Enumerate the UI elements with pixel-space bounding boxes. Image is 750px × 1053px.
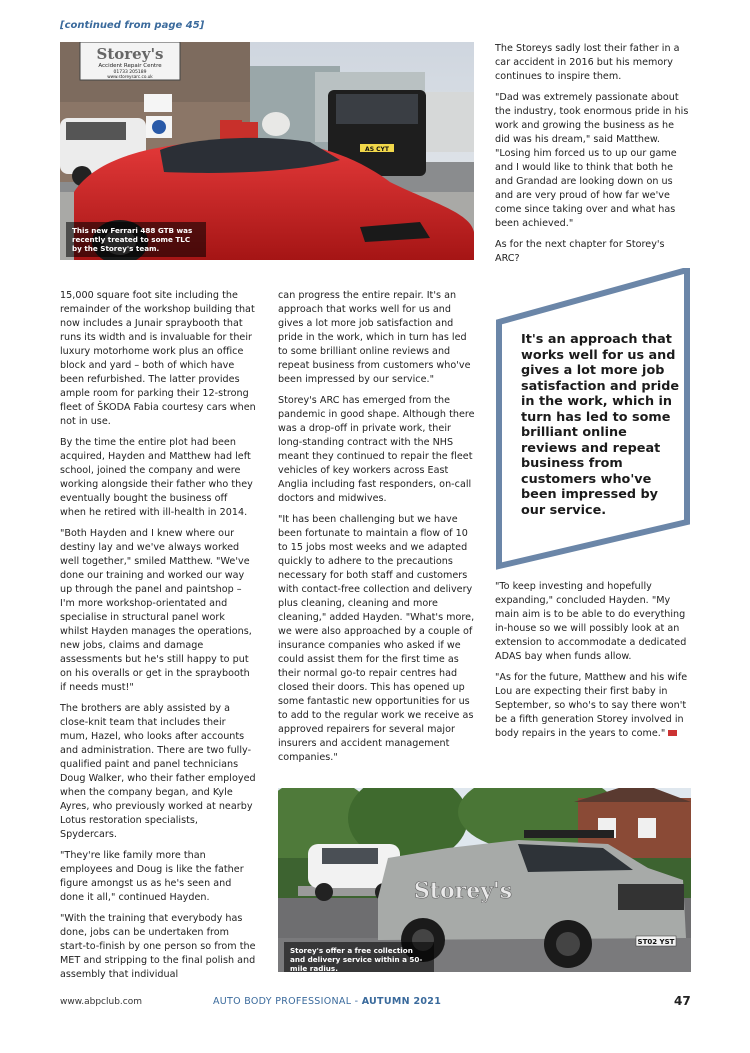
sign-phone: 01733 205189 (113, 70, 147, 75)
paragraph: As for the next chapter for Storey's ARC? (495, 239, 665, 264)
footer-magazine (213, 996, 441, 1007)
paragraph: "Dad was extremely passionate about the industry, took enormous pride in his work and growing the business as he did was his dream," said Matthew. "Losing him forced us to up our game and I would like to think that both he and Grandad are looking down on us and are very proud of how far we've come since taking over and what has been achieved." (495, 92, 689, 229)
pickup-photo (278, 788, 691, 972)
paragraph: can progress the entire repair. It's an approach that works well for us and gives a lot more job satisfaction and pride in the work, which in turn has led to some brilliant online reviews and repeat business from customers who've been impressed by our service." (278, 290, 471, 385)
pull-quote: It's an approach that works well for us and gives a lot more job satisfaction and pride in the work, which in turn has led to some brilliant online reviews and repeat business from customers who've been impressed by our service. (521, 332, 680, 518)
column-1 (60, 289, 256, 989)
footer-mag-name: AUTO BODY PROFESSIONAL - (213, 996, 362, 1007)
paragraph-text: "As for the future, Matthew and his wife Lou are expecting their first baby in September, so who's to say there won't be a fifth generation Storey involved in body repairs in the years to come." (495, 672, 688, 739)
column-3-bottom (495, 580, 693, 748)
column-3-top (495, 42, 691, 273)
paragraph: "They're like family more than employees and Doug is like the father figure amongst us as he's seen and done it all," continued Hayden. (60, 850, 244, 903)
sign-title: Storey's (96, 45, 164, 63)
end-mark-icon (668, 730, 677, 736)
paragraph: Storey's ARC has emerged from the pandemic in good shape. Although there was a drop-off in private work, their long-standing contract with the NHS meant they continued to repair the fleet vehicles of key workers across East Anglia including fast responders, on-call doctors and midwives. (278, 395, 475, 504)
paragraph: By the time the entire plot had been acquired, Hayden and Matthew had left school, joined the company and were working alongside their father who they eventually bought the business off when he retired with ill-health in 2014. (60, 437, 253, 518)
page-number: 47 (674, 994, 691, 1008)
paragraph: The brothers are ably assisted by a close-knit team that includes their mum, Hazel, who looks after accounts and administration. There are two fully-qualified paint and panel technicians Doug Walker, who their father employed when the company began, and Kyle Ayres, who previously worked at nearby Lotus restoration specialists, Spydercars. (60, 703, 256, 840)
footer-website: www.abpclub.com (60, 997, 143, 1007)
paragraph: "It has been challenging but we have been fortunate to maintain a flow of 10 to 15 jobs most weeks and we adapted quickly to adhere to the precautions necessary for both staff and customers with contact-free collection and delivery plus cleaning, cleaning and more cleaning," added Hayden. "What's more, we were also approached by a couple of insurance companies who asked if we could assist them for the first time as their normal go-to repair centres had closed their doors. This has opened up some fantastic new opportunities for us to add to the regular work we receive as approved repairers for several major insurers and accident management companies." (278, 514, 475, 763)
paragraph: "With the training that everybody has done, jobs can be undertaken from start-to-finish by one person so from the MET and stripping to the final polish and assembly that individual (60, 913, 256, 980)
van-plate: AS CYT (365, 146, 389, 153)
column-2 (278, 289, 476, 772)
paragraph: "To keep investing and hopefully expanding," concluded Hayden. "My main aim is to be able to do everything in-house so we will possibly look at an extension to accommodate a dedicated ADAS bay when funds allow. (495, 581, 687, 662)
ferrari-photo (60, 42, 474, 260)
footer-issue: AUTUMN 2021 (361, 996, 442, 1007)
paragraph: "Both Hayden and I knew where our destiny lay and we've always worked well together," smiled Matthew. "We've done our training and worked our way up through the panel and paintshop – I'm more workshop-orientated and specialise in structural panel work whilst Hayden manages the operations, new jobs, claims and damage assessments but he's still happy to put on his overalls or get in the spraybooth if needs must!" (60, 528, 252, 693)
pickup-caption: Storey's offer a free collection and delivery service within a 50-mile radius. (284, 942, 434, 972)
last-paragraph (495, 671, 693, 741)
continued-note: [continued from page 45] (60, 20, 205, 31)
ferrari-caption: This new Ferrari 488 GTB was recently treated to some TLC by the Storey's team. (66, 222, 206, 257)
paragraph: The Storeys sadly lost their father in a car accident in 2016 but his memory continues to inspire them. (495, 43, 680, 82)
sign-subtitle: Accident Repair Centre (98, 63, 162, 69)
sign-web: www.storeysarc.co.uk (107, 74, 153, 79)
paragraph: 15,000 square foot site including the remainder of the workshop building that now includes a Junair spraybooth that runs its width and is invaluable for their luxury motorhome work plus an office block and yard – both of which have been refurbished. The latter provides ample room for parking their 12-strong fleet of ŠKODA Fabia courtesy cars when not in use. (60, 290, 256, 427)
truck-logo: Storey's (413, 878, 513, 904)
truck-plate: ST02 YST (637, 938, 675, 946)
